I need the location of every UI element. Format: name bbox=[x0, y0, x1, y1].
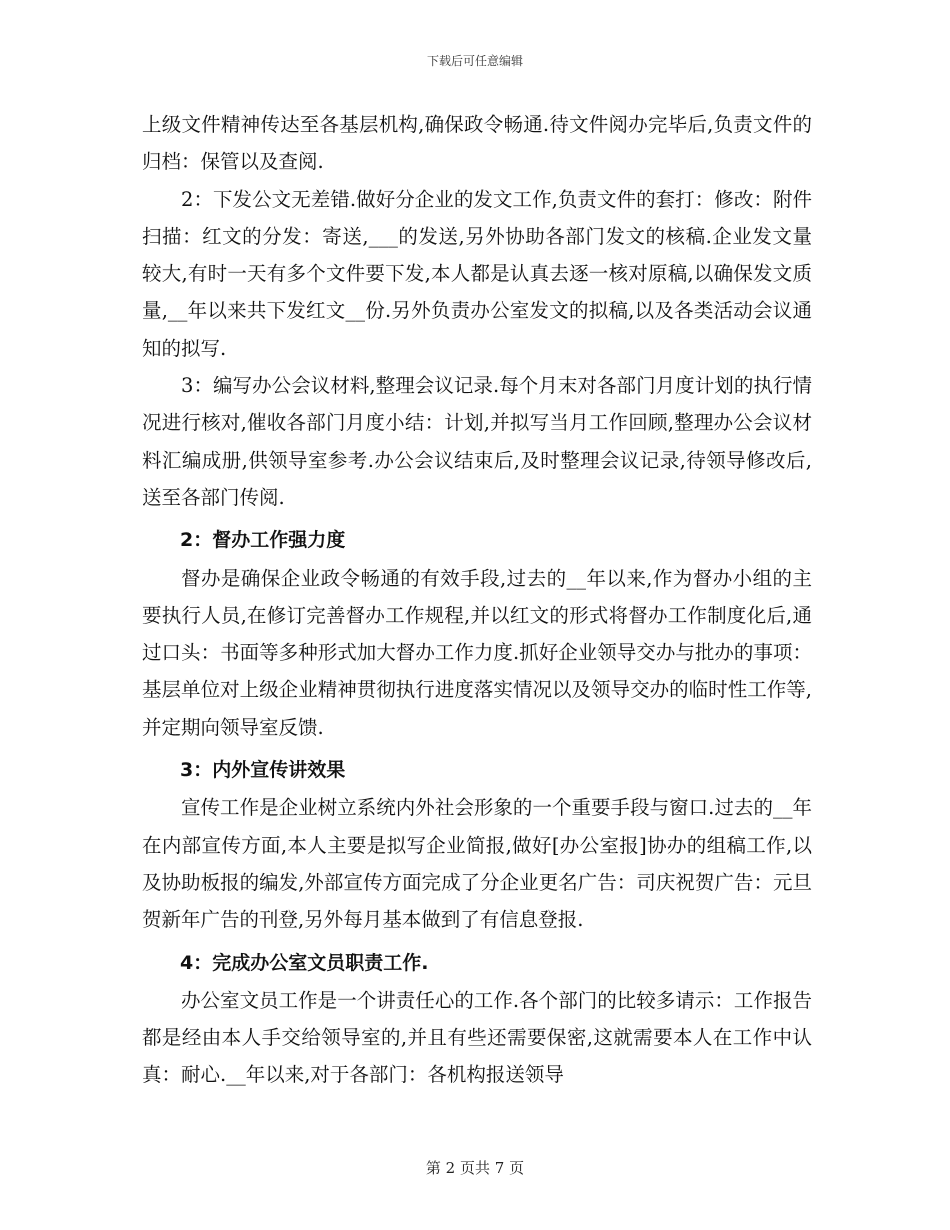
paragraph: 督办是确保企业政令畅通的有效手段,过去的__年以来,作为督办小组的主要执行人员,在修订完善督办工作规程,并以红文的形式将督办工作制度化后,通过口头：书面等多种形式加大督办工作力度.抓好企业领导交办与批办的事项：基层单位对上级企业精神贯彻执行进度落实情况以及领导交办的临时性工作等,并定期向领导室反馈. bbox=[142, 566, 812, 739]
section-heading: 4：完成办公室文员职责工作. bbox=[180, 951, 429, 974]
document-body bbox=[142, 106, 812, 1094]
page-footer: 第 2 页共 7 页 bbox=[425, 1159, 525, 1177]
paragraph: 3：编写办公会议材料,整理会议记录.每个月末对各部门月度计划的执行情况进行核对,催收各部门月度小结：计划,并拟写当月工作回顾,整理办公会议材料汇编成册,供领导室参考.办公会议结束后,及时整理会议记录,待领导修改后,送至各部门传阅. bbox=[142, 374, 812, 509]
page-header: 下载后可任意编辑 bbox=[426, 54, 523, 68]
paragraph: 宣传工作是企业树立系统内外社会形象的一个重要手段与窗口.过去的__年在内部宣传方面,本人主要是拟写企业简报,做好[办公室报]协办的组稿工作,以及协助板报的编发,外部宣传方面完成了分企业更名广告：司庆祝贺广告：元旦贺新年广告的刊登,另外每月基本做到了有信息登报. bbox=[142, 796, 812, 932]
section-heading: 3：内外宣传讲效果 bbox=[180, 759, 346, 782]
paragraph: 办公室文员工作是一个讲责任心的工作.各个部门的比较多请示：工作报告都是经由本人手交给领导室的,并且有些还需要保密,这就需要本人在工作中认真：耐心.__年以来,对于各部门：各机构报送领导 bbox=[142, 988, 812, 1087]
paragraph: 上级文件精神传达至各基层机构,确保政令畅通.待文件阅办完毕后,负责文件的归档：保管以及查阅. bbox=[142, 113, 812, 174]
paragraph: 2：下发公文无差错.做好分企业的发文工作,负责文件的套打：修改：附件扫描：红文的分发：寄送,___的发送,另外协助各部门发文的核稿.企业发文量较大,有时一天有多个文件要下发,本人都是认真去逐一核对原稿,以确保发文质量,__年以来共下发红文__份.另外负责办公室发文的拟稿,以及各类活动会议通知的拟写. bbox=[142, 187, 812, 360]
section-heading: 2：督办工作强力度 bbox=[180, 529, 346, 552]
